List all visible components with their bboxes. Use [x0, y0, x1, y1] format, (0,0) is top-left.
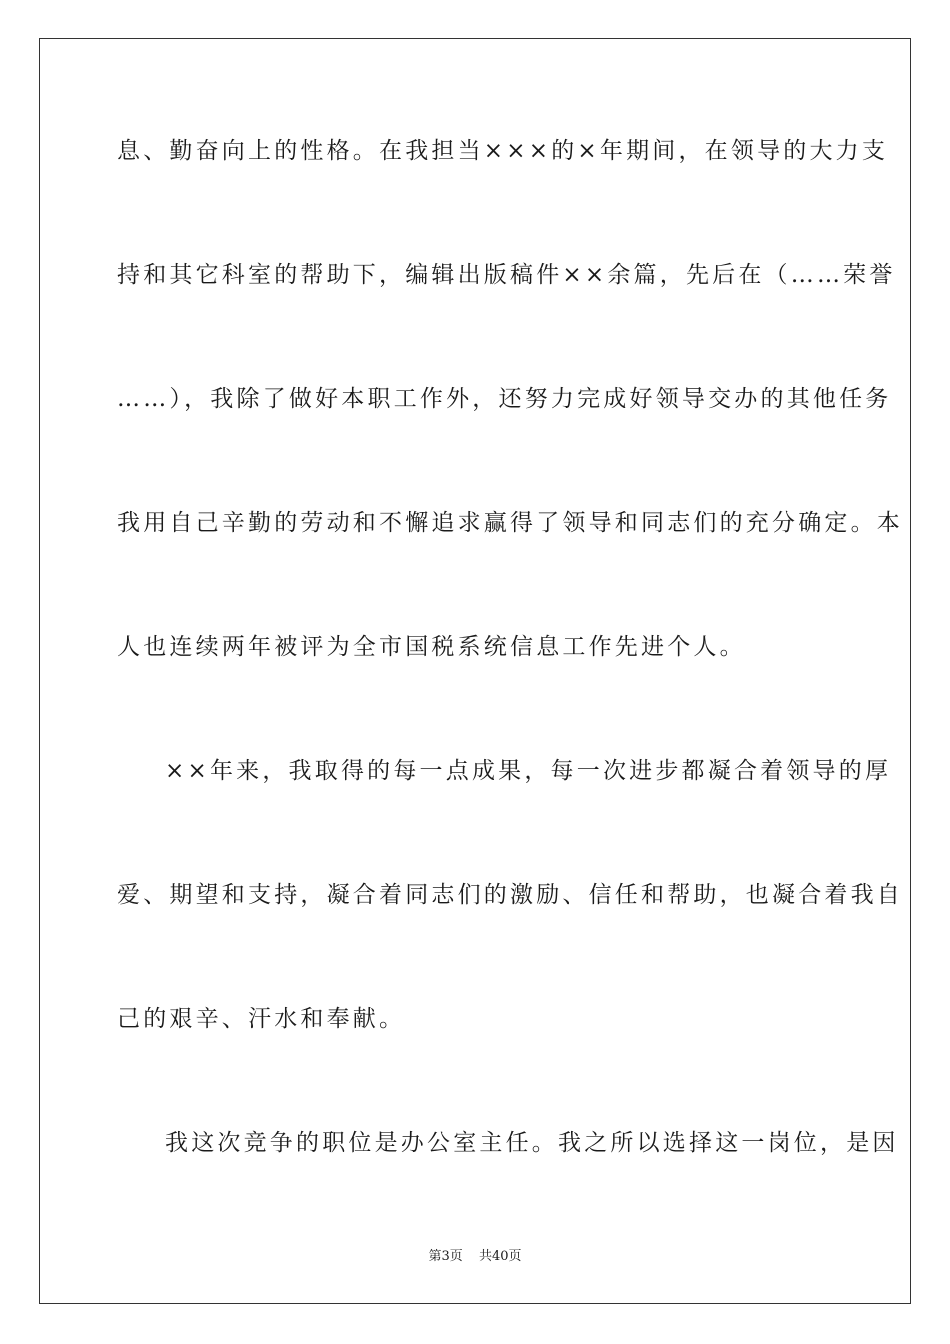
page-total: 共40页 [478, 1249, 522, 1264]
text-line-2: 持和其它科室的帮助下，编辑出版稿件××余篇，先后在（……荣誉 [117, 262, 896, 288]
page-number: 第3页 [428, 1249, 463, 1264]
text-line-8: 己的艰辛、汗水和奉献。 [117, 1006, 406, 1032]
text-line-4: 我用自己辛勤的劳动和不懈追求赢得了领导和同志们的充分确定。本 [117, 510, 903, 536]
text-line-6: ××年来，我取得的每一点成果，每一次进步都凝合着领导的厚 [165, 758, 892, 784]
text-line-5: 人也连续两年被评为全市国税系统信息工作先进个人。 [117, 634, 746, 660]
page-border [39, 38, 911, 1304]
text-line-7: 爱、期望和支持，凝合着同志们的激励、信任和帮助，也凝合着我自 [117, 882, 903, 908]
text-line-3: ……），我除了做好本职工作外，还努力完成好领导交办的其他任务 [117, 386, 892, 412]
text-line-1: 息、勤奋向上的性格。在我担当×××的×年期间，在领导的大力支 [117, 138, 889, 164]
page-footer [0, 1248, 950, 1266]
text-line-9: 我这次竞争的职位是办公室主任。我之所以选择这一岗位，是因 [165, 1130, 899, 1156]
